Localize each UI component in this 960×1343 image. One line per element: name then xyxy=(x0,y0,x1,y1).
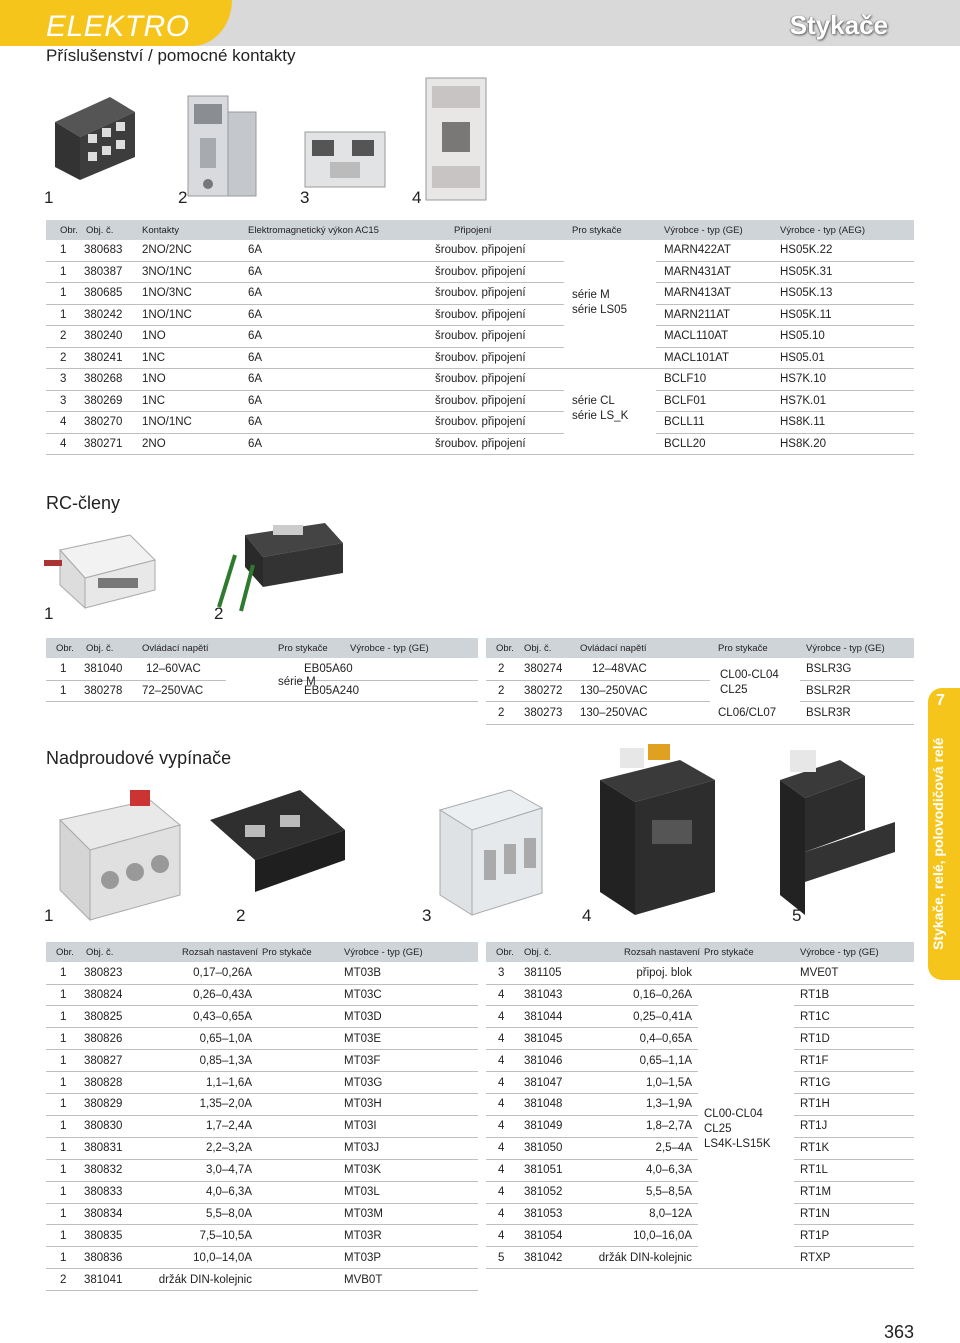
table-row: 4 381048 1,3–1,9A xyxy=(486,1094,698,1116)
table-row: BCLF01 HS7K.01 xyxy=(656,391,914,413)
column-header: Výrobce - typ (GE) xyxy=(344,947,423,958)
table-row: RT1M xyxy=(794,1182,914,1204)
column-header: Ovládací napětí xyxy=(580,643,647,654)
table-row: 1 380824 0,26–0,43A MT03C xyxy=(46,985,478,1007)
column-header: Pro stykače xyxy=(704,947,754,958)
overload-image-3 xyxy=(430,780,550,920)
overload-image-4 xyxy=(590,740,720,920)
overload-image-1 xyxy=(40,780,190,930)
table-row: RT1F xyxy=(794,1051,914,1073)
table-row: 4 381052 5,5–8,5A xyxy=(486,1182,698,1204)
table-row: MARN422AT HS05K.22 xyxy=(656,240,914,262)
column-header: Obj. č. xyxy=(524,947,552,958)
table-row: RT1G xyxy=(794,1073,914,1095)
overload-figure-label-3: 3 xyxy=(422,906,432,925)
column-header: Obj. č. xyxy=(86,225,114,236)
overload-figure-label-4: 4 xyxy=(582,906,592,925)
rc-right-table-header xyxy=(486,638,914,658)
aux-figure-label-2: 2 xyxy=(178,188,188,207)
table-row: MACL110AT HS05.10 xyxy=(656,326,914,348)
table-row: 1 380832 3,0–4,7A MT03K xyxy=(46,1160,478,1182)
table-row: 2 380272 130‒250VAC xyxy=(486,681,710,703)
column-header: Pro stykače xyxy=(278,643,328,654)
table-row: 2 381041 držák DIN-kolejnic MVB0T xyxy=(46,1270,478,1292)
table-row: RT1D xyxy=(794,1029,914,1051)
table-row: 1 380826 0,65–1,0A MT03E xyxy=(46,1029,478,1051)
series-group-m: série M série LS05 xyxy=(572,289,627,316)
overload-figure-label-2: 2 xyxy=(236,906,246,925)
table-row: 1 380242 1NO/1NC 6A šroubov. připojení xyxy=(46,305,564,327)
table-row: 4 381044 0,25–0,41A xyxy=(486,1007,698,1029)
rc-member-image-2 xyxy=(205,515,345,615)
table-row: 1 380831 2,2–3,2A MT03J xyxy=(46,1138,478,1160)
column-header: Obr. xyxy=(56,947,74,958)
table-row: 1 380830 1,7–2,4A MT03I xyxy=(46,1116,478,1138)
rc-right-series: CL00-CL04 CL25 xyxy=(720,669,779,696)
table-row: RT1L xyxy=(794,1160,914,1182)
table-row: 4 380271 2NO 6A šroubov. připojení BCLL20 HS8K.20 xyxy=(46,434,914,456)
table-row: RT1K xyxy=(794,1138,914,1160)
table-row: MARN431AT HS05K.31 xyxy=(656,262,914,284)
rc-figure-label-2: 2 xyxy=(214,604,224,623)
overload-right-table-header xyxy=(486,942,914,962)
aux-contact-image-4 xyxy=(412,72,502,202)
table-row: 4 381050 2,5–4A xyxy=(486,1138,698,1160)
overload-figure-label-5: 5 xyxy=(792,906,802,925)
column-header: Ovládací napětí xyxy=(142,643,209,654)
table-row: 1 380835 7,5–10,5A MT03R xyxy=(46,1226,478,1248)
table-row: 1 380829 1,35–2,0A MT03H xyxy=(46,1094,478,1116)
table-row: 4 381043 0,16–0,26A xyxy=(486,985,698,1007)
aux-figure-label-3: 3 xyxy=(300,188,310,207)
table-row: 2 380241 1NC 6A šroubov. připojení MACL101AT HS05.01 xyxy=(46,348,914,370)
column-header: Výrobce - typ (GE) xyxy=(806,643,885,654)
table-row: 4 381046 0,65–1,1A xyxy=(486,1051,698,1073)
aux-contact-image-2 xyxy=(180,88,260,198)
table-row: BCLL11 HS8K.11 xyxy=(656,412,914,434)
table-row: 2 380274 12‒48VAC xyxy=(486,659,710,681)
column-header: Obj. č. xyxy=(86,947,114,958)
table-row: RT1C xyxy=(794,1007,914,1029)
table-row: 3 380268 1NO 6A šroubov. připojení xyxy=(46,369,564,391)
rc-member-image-1 xyxy=(40,530,160,610)
column-header: Obr. xyxy=(60,225,78,236)
aux-contact-image-1 xyxy=(50,92,138,180)
table-row: 4 380270 1NO/1NC 6A šroubov. připojení xyxy=(46,412,564,434)
aux-contact-image-3 xyxy=(300,122,390,192)
overload-right-series: CL00-CL04 CL25 LS4K-LS15K xyxy=(704,1108,771,1150)
table-row: 1 380827 0,85–1,3A MT03F xyxy=(46,1051,478,1073)
table-row: RT1B xyxy=(794,985,914,1007)
table-row: 1 380828 1,1–1,6A MT03G xyxy=(46,1073,478,1095)
table-row: 1 381040 12‒60VAC xyxy=(46,659,226,681)
column-header: Pro stykače xyxy=(718,643,768,654)
table-row: 1 380823 0,17–0,26A MT03B xyxy=(46,963,478,985)
table-row: 5 381042 držák DIN-kolejnic RTXP xyxy=(486,1248,914,1270)
column-header: Rozsah nastavení xyxy=(182,947,259,958)
table-row: 4 381047 1,0–1,5A xyxy=(486,1073,698,1095)
table-row: BSLR3G xyxy=(800,659,914,681)
column-header: Obr. xyxy=(56,643,74,654)
column-header: Obj. č. xyxy=(524,643,552,654)
section-title-overload: Nadproudové vypínače xyxy=(46,748,232,768)
overload-figure-label-1: 1 xyxy=(44,906,54,925)
column-header: Obj. č. xyxy=(86,643,114,654)
table-row: 1 380387 3NO/1NC 6A šroubov. připojení xyxy=(46,262,564,284)
column-header: Pro stykače xyxy=(572,225,622,236)
column-header: Pro stykače xyxy=(262,947,312,958)
overload-left-table-header xyxy=(46,942,478,962)
section-title-rc: RC-členy xyxy=(46,493,121,513)
table-row: RT1J xyxy=(794,1116,914,1138)
page-number: 363 xyxy=(883,1322,914,1342)
column-header: Výrobce - typ (GE) xyxy=(800,947,879,958)
table-row: 4 381051 4,0–6,3A xyxy=(486,1160,698,1182)
column-header: Obr. xyxy=(496,947,514,958)
aux-figure-label-1: 1 xyxy=(44,188,54,207)
column-header: Výrobce - typ (AEG) xyxy=(780,225,865,236)
table-row: 1 380278 72‒250VAC EB05A240 xyxy=(46,681,478,703)
chapter-title: Stykače, relé, polovodičová relé xyxy=(930,737,946,950)
brand-title: ELEKTRO xyxy=(46,10,190,43)
page-subtitle: Příslušenství / pomocné kontakty xyxy=(46,46,296,65)
column-header: Elektromagnetický výkon AC15 xyxy=(248,225,379,236)
rc-figure-label-1: 1 xyxy=(44,604,54,623)
table-row: EB05A60 xyxy=(298,659,478,681)
table-row: 1 380834 5,5–8,0A MT03M xyxy=(46,1204,478,1226)
column-header: Obr. xyxy=(496,643,514,654)
table-row: RT1P xyxy=(794,1226,914,1248)
chapter-number: 7 xyxy=(936,692,945,709)
column-header: Připojení xyxy=(454,225,492,236)
table-row: 1 380683 2NO/2NC 6A šroubov. připojení xyxy=(46,240,564,262)
table-row: 3 380269 1NC 6A šroubov. připojení xyxy=(46,391,564,413)
table-row: 1 380825 0,43–0,65A MT03D xyxy=(46,1007,478,1029)
column-header: Výrobce - typ (GE) xyxy=(664,225,743,236)
table-row: 3 381105 připoj. blok MVE0T xyxy=(486,963,914,985)
column-header: Rozsah nastavení xyxy=(624,947,701,958)
table-row: MARN211AT HS05K.11 xyxy=(656,305,914,327)
table-row: MARN413AT HS05K.13 xyxy=(656,283,914,305)
table-row: RT1H xyxy=(794,1094,914,1116)
table-row: 4 381054 10,0–16,0A xyxy=(486,1226,698,1248)
table-row: 2 380240 1NO 6A šroubov. připojení xyxy=(46,326,564,348)
series-group-cl: série CL série LS_K xyxy=(572,395,629,422)
table-row: BCLF10 HS7K.10 xyxy=(656,369,914,391)
overload-image-5 xyxy=(770,740,900,920)
table-row: RT1N xyxy=(794,1204,914,1226)
aux-figure-label-4: 4 xyxy=(412,188,422,207)
page-title: Stykače xyxy=(789,10,888,40)
table-row: BSLR2R xyxy=(800,681,914,703)
rc-left-table-header xyxy=(46,638,478,658)
table-row: 4 381045 0,4–0,65A xyxy=(486,1029,698,1051)
rc-left-series: série M xyxy=(278,676,316,688)
table-row: 1 380836 10,0–14,0A MT03P xyxy=(46,1248,478,1270)
column-header: Kontakty xyxy=(142,225,179,236)
table-row: 4 381049 1,8–2,7A xyxy=(486,1116,698,1138)
column-header: Výrobce - typ (GE) xyxy=(350,643,429,654)
table-row: 1 380833 4,0–6,3A MT03L xyxy=(46,1182,478,1204)
table-row: 2 380273 130‒250VAC CL06/CL07 BSLR3R xyxy=(486,703,914,725)
table-row: 4 381053 8,0–12A xyxy=(486,1204,698,1226)
aux-table-header xyxy=(46,220,914,240)
overload-image-2 xyxy=(200,780,350,910)
table-row: 1 380685 1NO/3NC 6A šroubov. připojení xyxy=(46,283,564,305)
